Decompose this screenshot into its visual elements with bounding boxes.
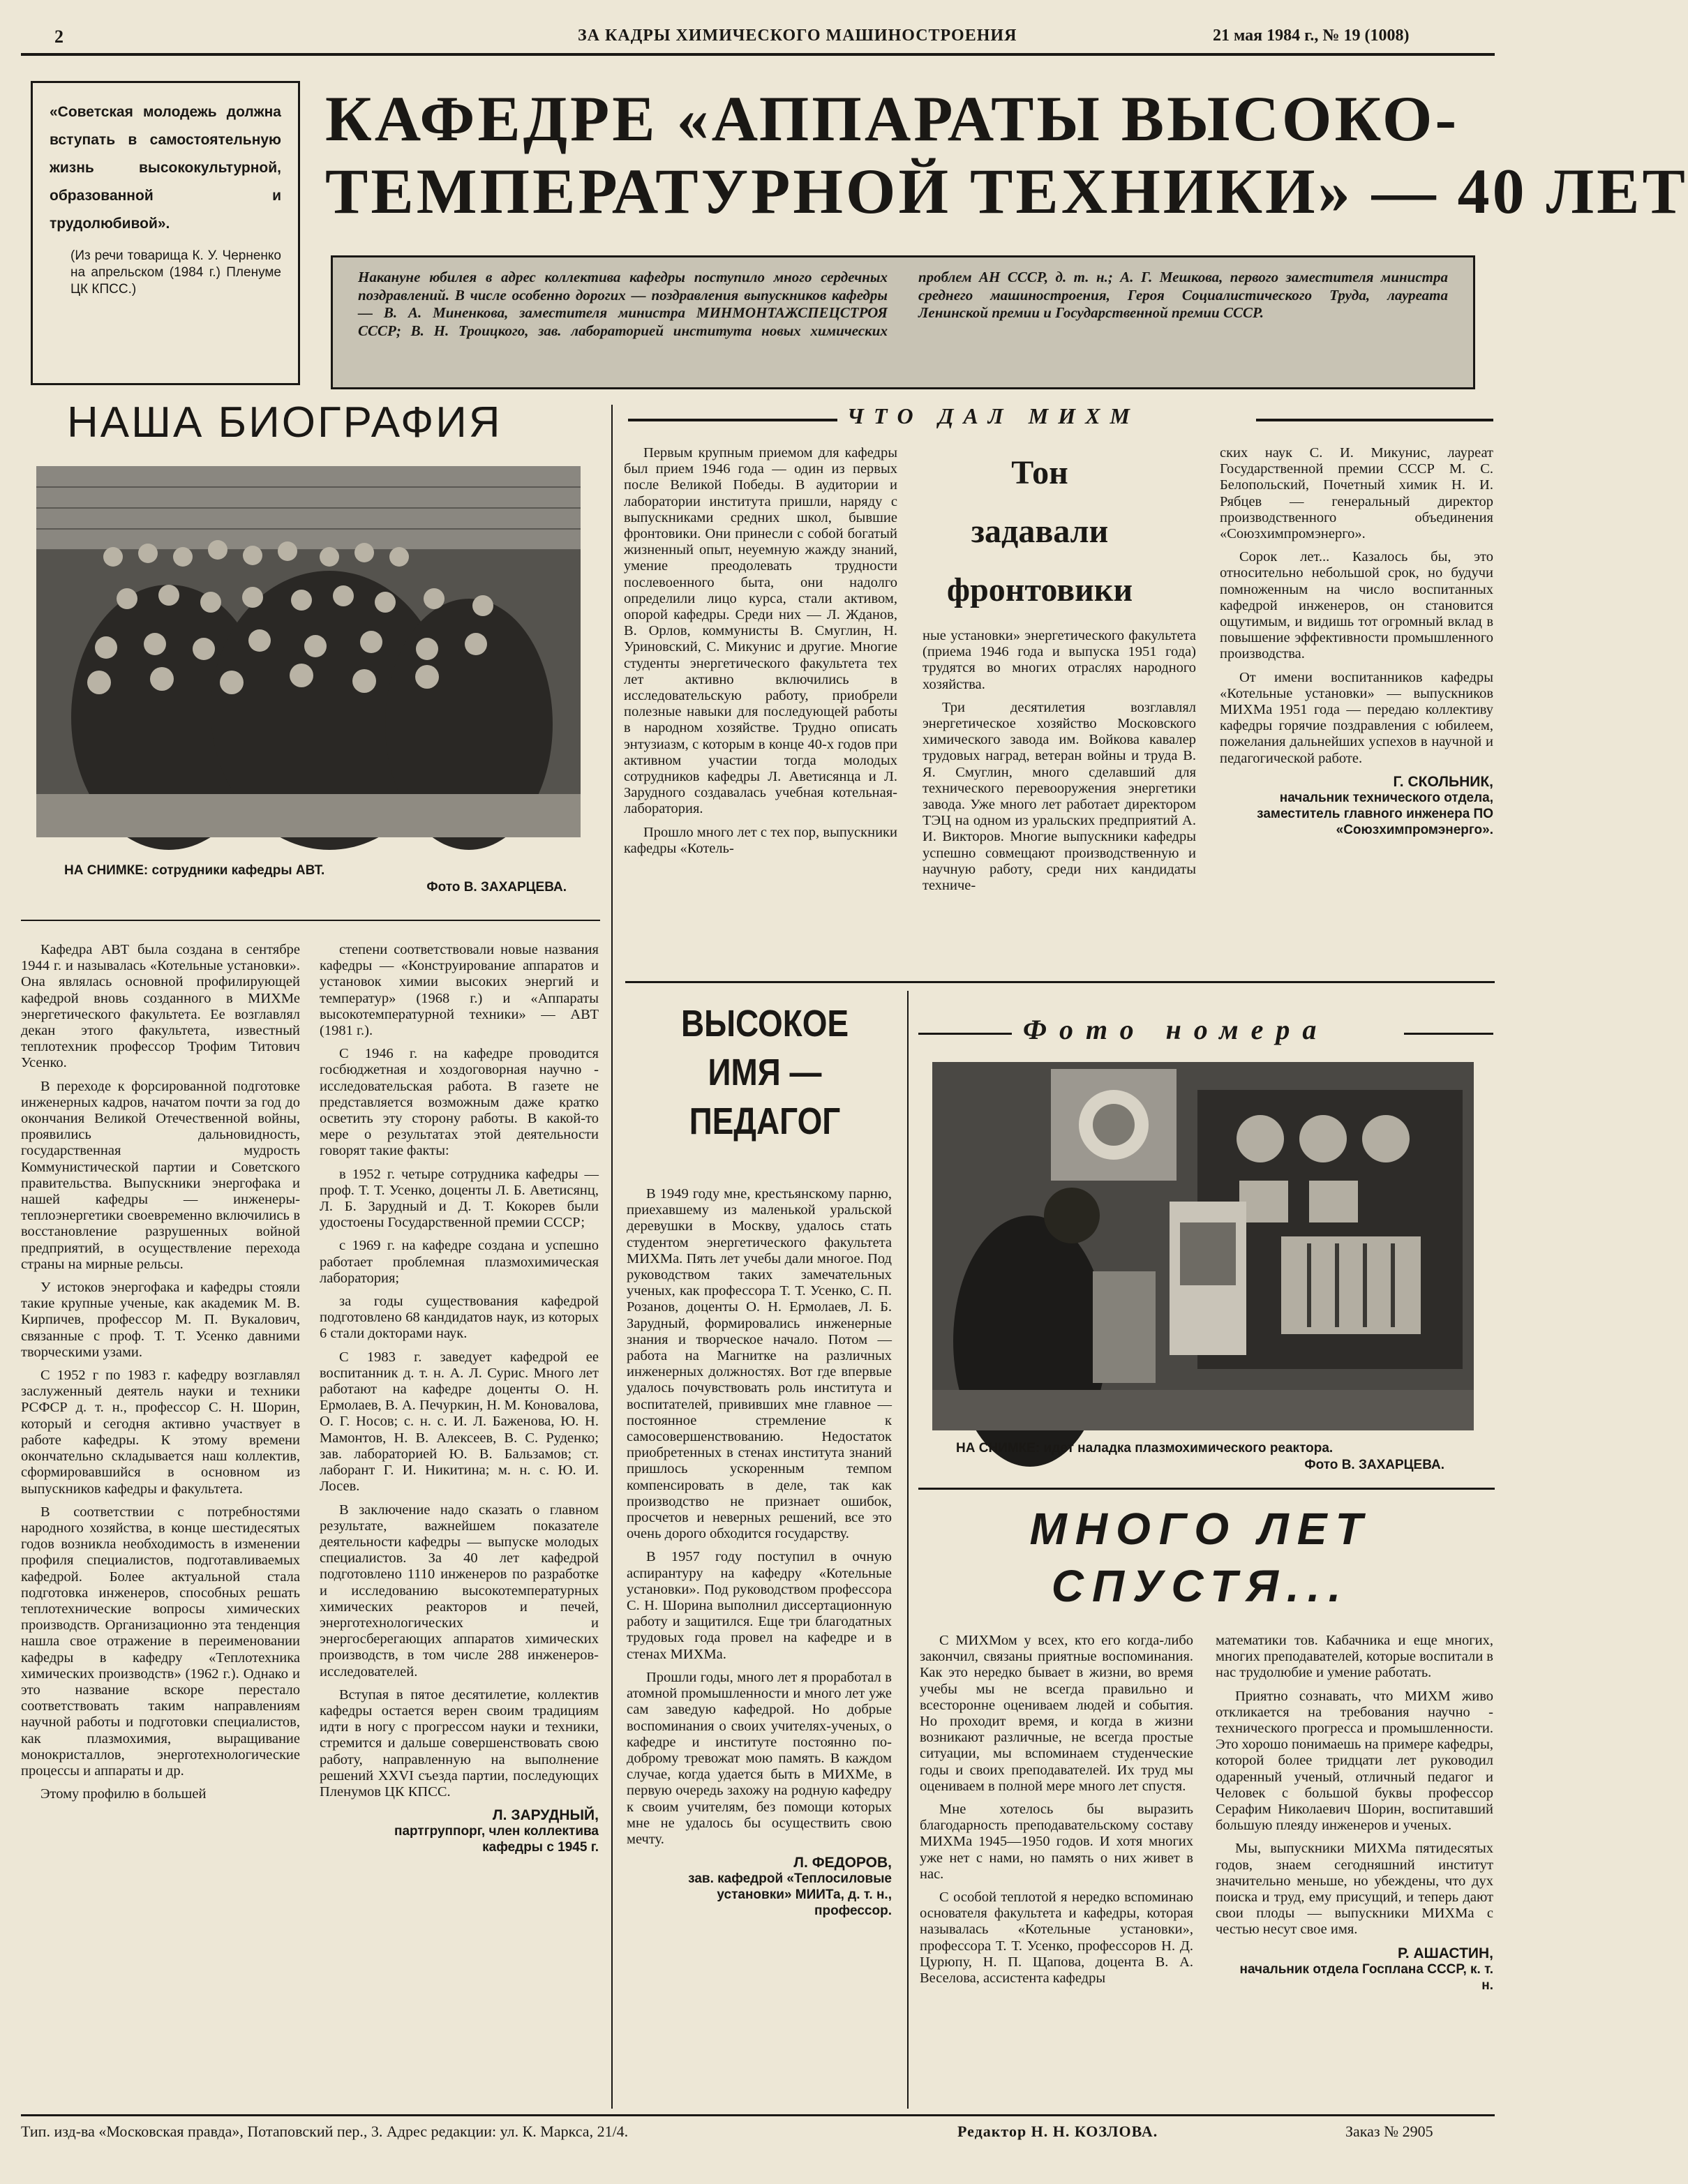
paragraph: Мне хотелось бы выразить благодарность преподавательскому составу МИХМа 1945—1950 годов. И хотя многих уже нет с нами, но память о них живет в нас.	[920, 1802, 1193, 1882]
mihm-headline-line: Тон	[1011, 454, 1068, 491]
lead-text: Накануне юбилея в адрес коллектива кафедры поступило много сердечных поздравлений. В числе особенно дорогих — поздравления выпускников кафедры — В. А. Миненкова, заместителя министра МИНМОНТАЖСПЕЦСТРОЯ СССР; В. Н. Троицкого, зав. лабораторией института новых химических проблем АН СССР, д. т. н.; А. Г. Мешкова, первого заместителя министра среднего машиностроения, Героя Социалистического Труда, лауреата Ленинской премии и Государственной премии СССР.	[358, 269, 1448, 339]
paragraph: за годы существования кафедрой подготовлено 68 кандидатов наук, из которых 6 стали докторами наук.	[320, 1294, 599, 1342]
years-headline-line-2: СПУСТЯ...	[1051, 1561, 1350, 1611]
reactor-photo-image	[932, 1062, 1474, 1430]
mihm-headline-line: задавали	[971, 513, 1109, 550]
paragraph: математики тов. Кабачника и еще многих, многих преподавателей, которые воспитали в нас трудолюбие и умение работать.	[1216, 1633, 1493, 1681]
paragraph: с 1969 г. на кафедре создана и успешно работает проблемная плазмохимическая лаборатория;	[320, 1238, 599, 1286]
biography-column-1	[21, 942, 300, 1809]
biography-heading: НАША БИОГРАФИЯ	[67, 398, 502, 447]
lead-box	[331, 255, 1475, 389]
pedagog-headline-line: ВЫСОКОЕ	[680, 1003, 849, 1045]
paragraph: Прошло много лет с тех пор, выпускники кафедры «Котель-	[624, 824, 897, 856]
mihm-column-2	[923, 628, 1196, 894]
footer-editor: Редактор Н. Н. КОЗЛОВА.	[957, 2123, 1158, 2140]
photo-label-rule-right	[1404, 1033, 1493, 1035]
pedagog-signature	[627, 1855, 892, 1919]
quote-source: (Из речи товарища К. У. Черненко на апрельском (1984 г.) Пленуме ЦК КПСС.)	[70, 248, 281, 297]
paragraph: Мы, выпускники МИХМа пятидесятых годов, знаем сегодняшний институт значительно меньше, но убеждены, что дух поиска и труд, ему присущий, и теперь дают свои плоды — выпускники МИХМа с честью несут свое имя.	[1216, 1841, 1493, 1938]
reactor-photo-caption	[956, 1440, 1472, 1474]
signature-role: начальник технического отдела, заместитель главного инженера ПО «Союзхимпромэнерго».	[1257, 790, 1493, 837]
paragraph: Приятно сознавать, что МИХМ живо откликается на требования научно - технического прогресса и промышленности. Это хорошо понимаешь на примере кафедры, которой более тридцати лет руководил одаренный ученый, отличный педагог и Человек с большой буквы профессор Серафим Николаевич Шорин, воспитавший большую плеяду инженеров и ученых.	[1216, 1688, 1493, 1834]
paragraph: В 1957 году поступил в очную аспирантуру на кафедру «Котельные установки». Под руководством профессора С. Н. Шорина выполнил диссертационную работу и защитился. Еще три благодатных трудовых года провел на кафедре и в стенах МИХМа.	[627, 1549, 892, 1662]
mihm-headline	[914, 444, 1165, 620]
group-photo-image	[36, 466, 581, 837]
photo-label-rule-left	[918, 1033, 1012, 1035]
paragraph: Первым крупным приемом для кафедры был прием 1946 года — один из первых после Великой Победы. В аудитории и лаборатории института пришли, наряду с выпускниками средних школ, бывшие фронтовики. Они принесли с собой богатый жизненный опыт, неуемную жажду знаний, умение преодолевать трудности послевоенного быта, они надолго определили лицо курса, стали активом, опорой кафедры. Среди них — Л. Жданов, В. Орлов, коммунисты В. Смуглин, Н. Уриновский, С. Микунис и другие. Многие студенты энергетического факультета тех лет активно включились в исследовательскую работу, приобрели полезные навыки для последующей работы в народном хозяйстве. Трудно описать энтузиазм, с которым в конце 40-х годов при активном участии тогда молодых сотрудников кафедры Л. Аветисянца и Л. Зарудного создавалась учебная котельная-лаборатория.	[624, 445, 897, 817]
mihm-section-label: ЧТО ДАЛ МИХМ	[847, 403, 1140, 428]
main-title-line-1: КАФЕДРЕ «АППАРАТЫ ВЫСОКО-	[325, 83, 1460, 154]
years-column-2	[1216, 1633, 1493, 1994]
paragraph: В соответствии с потребностями народного хозяйства, в конце шестидесятых годов возникла необходимость в изменении профиля специалистов, подготавливаемых кафедрой. Более актуальной стала подготовка инженеров, способных решать теплотехнические вопросы химических производств. Организационно эта тенденция нашла свое отражение в переименовании кафедры в кафедру «Теплотехника химических производств» (1962 г.). Однако и это название вскоре перестало соответствовать таким направлениям научной работы и подготовки специалистов, как плазмохимия, выращивание монокристаллов, энерготехнологические процессы и аппараты и др.	[21, 1504, 300, 1779]
paragraph: Прошли годы, много лет я проработал в атомной промышленности и много лет уже сам заведую кафедрой. Но добрые воспоминания о своих учителях-ученых, о кафедре и институте постоянно по-доброму тревожат мою память. В каждом случае, когда удается быть в МИХМе, в первую очередь захожу на родную кафедру к своим учителям, без помощи которых мне не удалось бы осуществить свою мечту.	[627, 1669, 892, 1847]
biography-signature	[320, 1807, 599, 1855]
mihm-bottom-rule	[625, 981, 1495, 983]
reactor-caption-line-2: Фото В. ЗАХАРЦЕВА.	[1304, 1458, 1444, 1472]
paragraph: С 1983 г. заведует кафедрой ее воспитанник д. т. н. А. Л. Сурис. Много лет работают на кафедре доценты О. Н. Ермолаев, В. А. Печуркин, Н. М. Коновалова, О. Г. Носов; с. н. с. И. Л. Баженова, Ю. Н. Мамонтов, Н. В. Алексеев, В. С. Руденко; зав. лабораторией Ю. В. Бальзамов; ст. лаборант Г. И. Никитина; м. н. с. Ю. И. Лосев.	[320, 1349, 599, 1495]
years-signature	[1216, 1945, 1493, 1994]
page-number: 2	[54, 27, 64, 47]
photo-bottom-rule	[918, 1488, 1495, 1490]
paragraph: У истоков энергофака и кафедры стояли такие крупные ученые, как академик М. В. Кирпичев, профессор М. П. Вукалович, связанные с проф. Т. Т. Усенко давними творческими узами.	[21, 1280, 300, 1360]
paragraph: Сорок лет... Казалось бы, это относительно небольшой срок, но будучи помноженным на число воспитанных кафедрой инженеров, он становится ощутимым, и видишь тот огромный вклад в повышение эффективности промышленного производства.	[1220, 549, 1493, 662]
pedagog-headline-line: ПЕДАГОГ	[689, 1100, 841, 1142]
years-headline	[921, 1500, 1479, 1615]
mihm-headline-line: фронтовики	[946, 571, 1133, 608]
footer-rule	[21, 2114, 1495, 2116]
paragraph: Вступая в пятое десятилетие, коллектив кафедры остается верен своим традициям идти в ногу с прогрессом науки и техники, стремится и дальше совершенствовать свою работу, направленную на выполнение решений XXVI съезда партии, последующих Пленумов ЦК КПСС.	[320, 1686, 599, 1800]
mihm-column-1	[624, 445, 897, 857]
paragraph: ные установки» энергетического факультета (приема 1946 года и выпуска 1951 года) трудятся во многих отраслях народного хозяйства.	[923, 628, 1196, 692]
header-rule	[21, 53, 1495, 56]
signature-name: Л. ФЕДОРОВ,	[793, 1855, 892, 1871]
footer-order: Заказ № 2905	[1345, 2123, 1433, 2140]
years-headline-line-1: МНОГО ЛЕТ	[1029, 1504, 1371, 1554]
paragraph: Кафедра АВТ была создана в сентябре 1944 г. и называлась «Котельные установки». Она являлась основной профилирующей кафедрой вновь созданного в МИХМе энергетического факультета. Ее возглавлял декан этого факультета, известный теплотехник профессор Трофим Титович Усенко.	[21, 942, 300, 1071]
paragraph: в 1952 г. четыре сотрудника кафедры — проф. Т. Т. Усенко, доценты Л. Б. Аветисянц, Л. Б. Зарудный и Д. Т. Кокорев были удостоены Государственной премии СССР;	[320, 1166, 599, 1231]
biography-caption-line-1: НА СНИМКЕ: сотрудники кафедры АВТ.	[64, 863, 325, 878]
footer-printing: Тип. изд-ва «Московская правда», Потаповский пер., 3. Адрес редакции: ул. К. Маркса, 21/4.	[21, 2123, 629, 2140]
signature-name: Л. ЗАРУДНЫЙ,	[492, 1807, 599, 1824]
biography-caption-line-2: Фото В. ЗАХАРЦЕВА.	[426, 880, 567, 895]
mihm-signature	[1220, 774, 1493, 838]
pedagog-column	[627, 1186, 892, 1919]
signature-role: начальник отдела Госплана СССР, к. т. н.	[1239, 1961, 1493, 1993]
paragraph: ских наук С. И. Микунис, лауреат Государственной премии СССР М. С. Белопольский, Почетный химик Н. И. Рябцев — генеральный директор производственного объединения «Союзхимпромэнерго».	[1220, 445, 1493, 542]
biography-photo-caption	[64, 862, 581, 896]
pedagog-headline-line: ИМЯ —	[708, 1052, 822, 1093]
signature-role: партгруппорг, член коллектива кафедры с 1945 г.	[394, 1824, 599, 1855]
quote-text: «Советская молодежь должна вступать в самостоятельную жизнь высококультурной, образованной и трудолюбивой».	[50, 104, 281, 232]
paragraph: В 1949 году мне, крестьянскому парню, приехавшему из маленькой уральской деревушки в Москву, удалось стать студентом энергетического факультета МИХМа. Пять лет учебы дали многое. Под руководством таких замечательных ученых, как профессора Т. Т. Усенко, С. П. Розанов, доценты О. Н. Ермолаев, Л. Б. Зарудный, формировались инженерные знания и творческое начало. Потом — работа на Магнитке на различных инженерных должностях. Вот где впервые удалось почувствовать роль института и воспитателей, прививших мне главное — постоянное стремление к самосовершенствованию. Недостаток приобретенных в стенах института знаний пришлось ускоренным темпом компенсировать в деле, так как производство не признает ошибок, просчетов и неверных решений, все это очень дорого обходится государству.	[627, 1186, 892, 1542]
signature-name: Г. СКОЛЬНИК,	[1393, 773, 1493, 790]
main-title-line-2: ТЕМПЕРАТУРНОЙ ТЕХНИКИ» — 40 ЛЕТ	[325, 156, 1688, 227]
paragraph: С 1952 г по 1983 г. кафедру возглавлял заслуженный деятель науки и техники РСФСР д. т. н., профессор С. Н. Шорин, который и сегодня активно участвует в работе кафедры. К этому времени окончательно складывается наш коллектив, сформировавшийся в основном из выпускников кафедры и факультета.	[21, 1368, 300, 1497]
photo-section-label: Фото номера	[1023, 1014, 1329, 1045]
biography-column-2	[320, 942, 599, 1855]
paragraph: С МИХМом у всех, кто его когда-либо закончил, связаны приятные воспоминания. Как это нередко бывает в жизни, во время учебы мы не всегда правильно и всесторонне оцениваем людей и события. Но проходит время, и когда в жизни возникают различные, не всегда простые ситуации, мы вспоминаем студенческие годы и своих преподавателей. Их труд мы оцениваем в полной мере много лет спустя.	[920, 1633, 1193, 1794]
quote-box	[31, 81, 300, 385]
reactor-photo	[932, 1062, 1474, 1430]
newspaper-name: ЗА КАДРЫ ХИМИЧЕСКОГО МАШИНОСТРОЕНИЯ	[578, 27, 1017, 45]
signature-role: зав. кафедрой «Теплосиловые установки» МИИТа, д. т. н., профессор.	[688, 1871, 892, 1919]
staff-group-photo	[36, 466, 581, 837]
main-title	[325, 82, 1688, 227]
paragraph: В заключение надо сказать о главном результате, важнейшем показателе деятельности кафедры — выпуске молодых специалистов. За 40 лет кафедрой подготовлено 1110 инженеров по разработке и исследованию высокотемпературных химических реакторов и печей, энерготехнологических и энергосберегающих аппаратов химических производств, в том числе 288 инженеров-исследователей.	[320, 1502, 599, 1680]
paragraph: Три десятилетия возглавлял энергетическое хозяйство Московского химического завода им. Войкова кавалер трудовых наград, ветеран войны и труда В. Я. Смуглин, много сделавший для технического перевооружения энергетики завода. Уже много лет работает директором ТЭЦ на одном из уральских предприятий А. И. Викторов. Многие выпускники кафедры успешно совмещают производственную и научную работу, среди них кандидаты техниче-	[923, 699, 1196, 894]
reactor-caption-line-1: НА СНИМКЕ: идет наладка плазмохимического реактора.	[956, 1441, 1334, 1456]
paragraph: От имени воспитанников кафедры «Котельные установки» — выпускников МИХМа 1951 года — передаю коллективу кафедры горячие поздравления с юбилеем, пожелания дальнейших успехов в научной и педагогической работе.	[1220, 669, 1493, 766]
paragraph: Этому профилю в большей	[40, 1786, 207, 1802]
mihm-label-rule-right	[1256, 419, 1493, 421]
vertical-rule	[907, 991, 909, 2109]
paragraph: В переходе к форсированной подготовке инженерных кадров, начатом почти за год до окончания Великой Отечественной войны, проявились дальновидность, государственная мудрость Коммунистической партии и Советского правительства. Выпускники энергофака и нашей кафедры — инженеры-теплоэнергетики своевременно включились в восстановление разрушенных войной предприятий, в осуществление перехода страны на мирные рельсы.	[21, 1078, 300, 1272]
paragraph: степени соответствовали новые названия кафедры — «Конструирование аппаратов и установок химии высоких энергий и температур» (1968 г.) и «Аппараты высокотемпературной техники» — АВТ (1981 г.).	[320, 942, 599, 1039]
biography-rule	[21, 920, 600, 921]
paragraph: С особой теплотой я нередко вспоминаю основателя факультета и кафедры, которая называлась «Котельные установки», профессора Т. Т. Усенко, профессоров Н. Д. Цурюпу, Н. П. Щапова, доцента В. А. Веселова, ассистента кафедры	[920, 1890, 1193, 1987]
pedagog-headline	[646, 999, 883, 1146]
years-column-1	[920, 1633, 1193, 1987]
mihm-label-rule-left	[628, 419, 837, 421]
signature-name: Р. АШАСТИН,	[1397, 1945, 1493, 1961]
vertical-rule	[611, 405, 613, 2109]
mihm-column-3	[1220, 445, 1493, 838]
paragraph: С 1946 г. на кафедре проводится госбюджетная и хоздоговорная научно - исследовательская работа. В газете не представляется возможным даже кратко осветить эту сторону работы. В какой-то мере о результатах этой деятельности говорят такие факты:	[320, 1046, 599, 1159]
issue-date: 21 мая 1984 г., № 19 (1008)	[1213, 27, 1410, 45]
